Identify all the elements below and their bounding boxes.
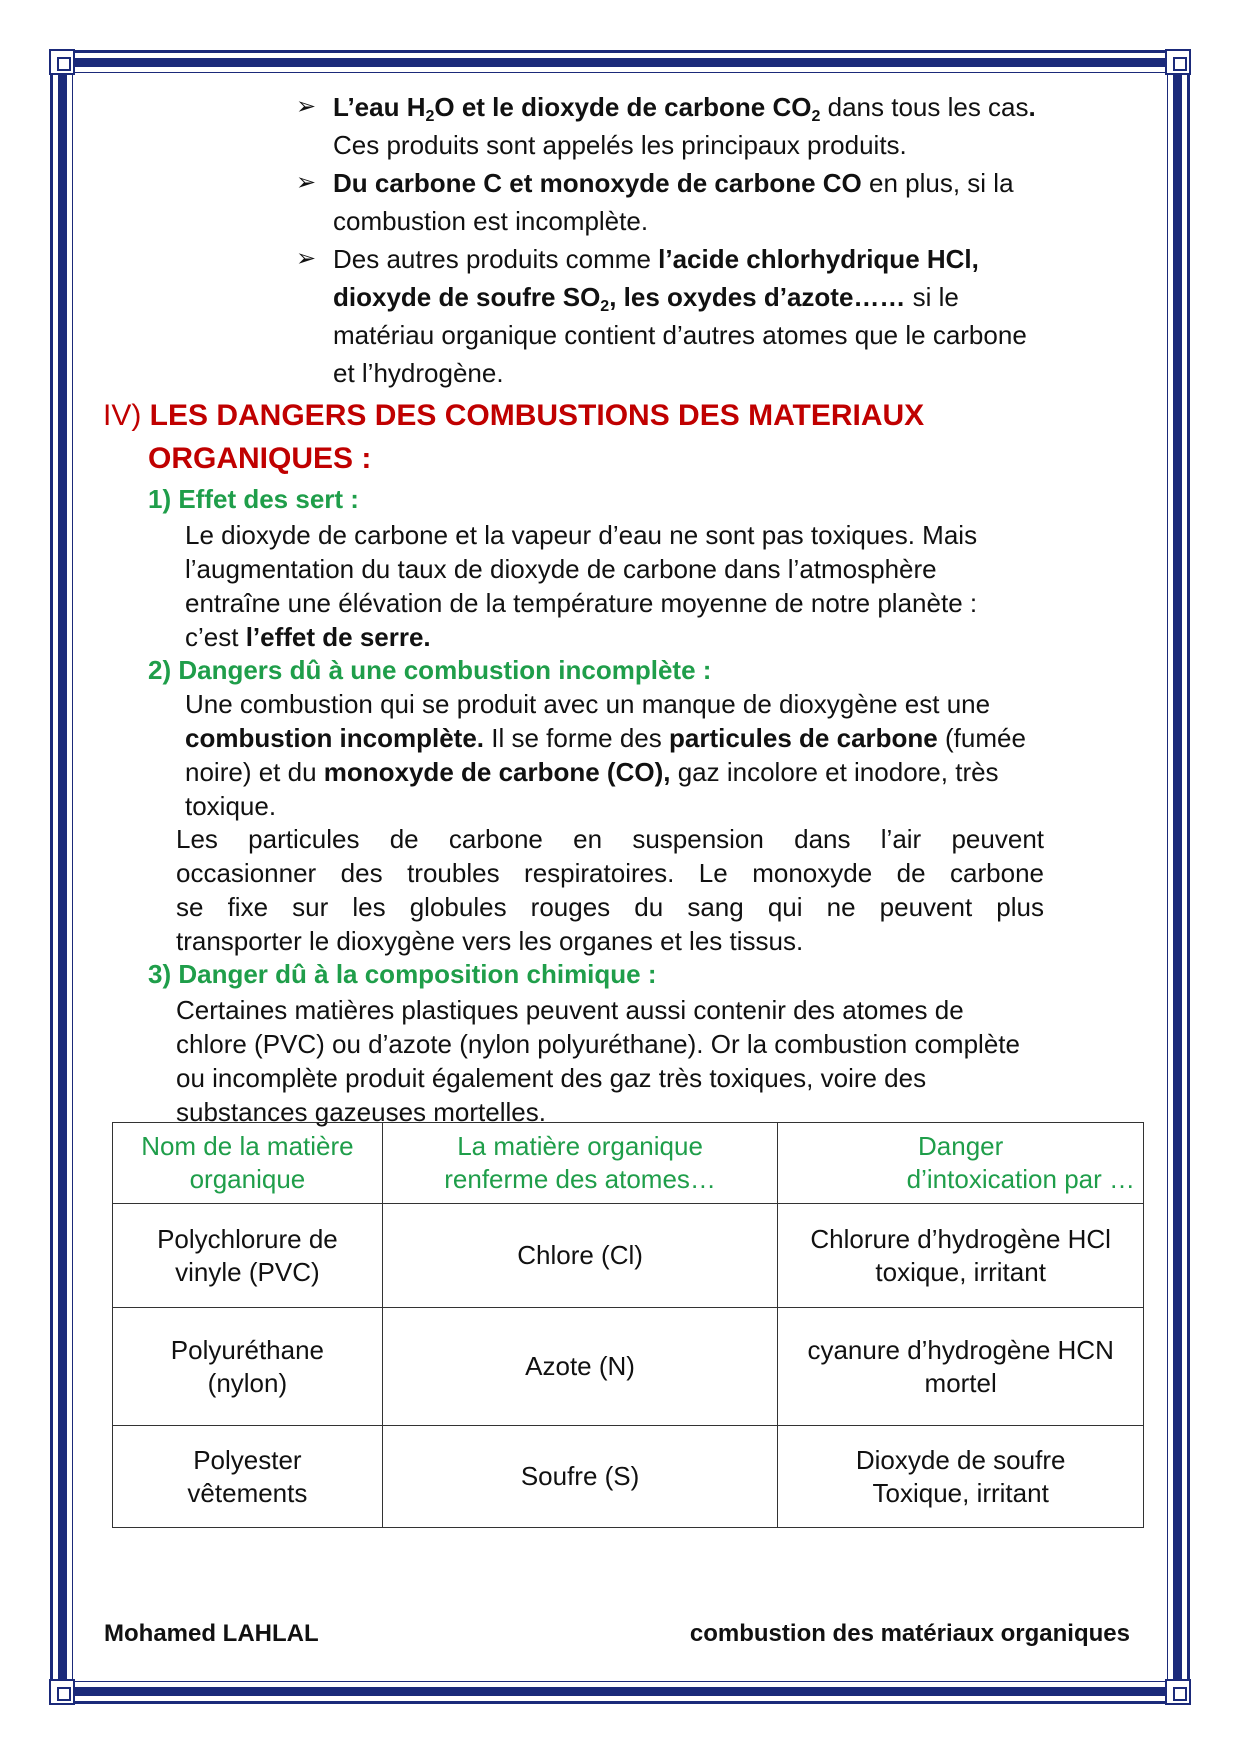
corner-ornament: [1165, 49, 1191, 75]
paragraph-line: ou incomplète produit également des gaz très toxiques, voire des: [176, 1063, 927, 1093]
product-line: L’eau $H_2O$ et le dioxyde de carbone $CO_2$ dans tous les cas.: [333, 92, 1036, 125]
paragraph-line: substances gazeuses mortelles.: [176, 1097, 546, 1127]
product-line: Du carbone C et monoxyde de carbone CO en plus, si la: [333, 168, 1014, 198]
paragraph-line: transporter le dioxygène vers les organes et les tissus.: [176, 926, 804, 956]
table-cell: Polyuréthane (nylon): [113, 1308, 383, 1426]
table-cell: Chlore (Cl): [382, 1204, 778, 1308]
table-cell: cyanure d’hydrogène HCN mortel: [778, 1308, 1144, 1426]
product-line: Ces produits sont appelés les principaux produits.: [333, 130, 907, 160]
arrow-bullet-icon: ➢: [296, 93, 317, 120]
paragraph-line: l’augmentation du taux de dioxyde de carbone dans l’atmosphère: [185, 554, 937, 584]
product-line: dioxyde de soufre $SO_2$, les oxydes d’azote…… si le: [333, 282, 959, 315]
table-cell: Chlorure d’hydrogène HCl toxique, irritant: [778, 1204, 1144, 1308]
paragraph-line: c’est l’effet de serre.: [185, 622, 431, 652]
paragraph-line: toxique.: [185, 791, 277, 821]
table-row: [113, 1308, 1144, 1426]
table-row: [113, 1204, 1144, 1308]
product-line: et l’hydrogène.: [333, 358, 504, 388]
table-cell: Azote (N): [382, 1308, 778, 1426]
paragraph-line: Une combustion qui se produit avec un manque de dioxygène est une: [185, 689, 991, 719]
subheading-3: 3) Danger dû à la composition chimique :: [148, 959, 657, 989]
paragraph-line: noire) et du monoxyde de carbone (CO), gaz incolore et inodore, très: [185, 757, 999, 787]
section-title-cont: ORGANIQUES :: [148, 442, 372, 475]
product-line: matériau organique contient d’autres atomes que le carbone: [333, 320, 1027, 350]
paragraph-line: se fixe sur les globules rouges du sang qui ne peuvent plus: [176, 892, 1044, 922]
corner-ornament: [1165, 1679, 1191, 1705]
table-cell: Soufre (S): [382, 1426, 778, 1528]
corner-ornament: [49, 1679, 75, 1705]
footer-author: Mohamed LAHLAL: [104, 1620, 319, 1647]
table-header-cell: Danger d’intoxication par …: [778, 1123, 1144, 1204]
table-cell: Dioxyde de soufre Toxique, irritant: [778, 1426, 1144, 1528]
table-header-row: [113, 1123, 1144, 1204]
paragraph-line: occasionner des troubles respiratoires. Le monoxyde de carbone: [176, 858, 1044, 888]
table-row: [113, 1426, 1144, 1528]
paragraph-line: combustion incomplète. Il se forme des particules de carbone (fumée: [185, 723, 1026, 753]
product-line: combustion est incomplète.: [333, 206, 649, 236]
product-line: Des autres produits comme l’acide chlorhydrique HCl,: [333, 244, 979, 274]
paragraph-line: entraîne une élévation de la température moyenne de notre planète :: [185, 588, 978, 618]
subheading-1: 1) Effet des sert :: [148, 484, 359, 514]
section-title: IV) LES DANGERS DES COMBUSTIONS DES MATERIAUX: [103, 399, 925, 432]
paragraph-line: Certaines matières plastiques peuvent aussi contenir des atomes de: [176, 995, 964, 1025]
table-header-cell: Nom de la matière organique: [113, 1123, 383, 1204]
arrow-bullet-icon: ➢: [296, 169, 317, 196]
paragraph-line: chlore (PVC) ou d’azote (nylon polyuréthane). Or la combustion complète: [176, 1029, 1020, 1059]
table-cell: Polychlorure de vinyle (PVC): [113, 1204, 383, 1308]
footer-topic: combustion des matériaux organiques: [689, 1620, 1130, 1647]
paragraph-line: Le dioxyde de carbone et la vapeur d’eau ne sont pas toxiques. Mais: [185, 520, 978, 550]
paragraph-line: Les particules de carbone en suspension dans l’air peuvent: [176, 824, 1044, 854]
corner-ornament: [49, 49, 75, 75]
table-header-cell: La matière organique renferme des atomes…: [382, 1123, 778, 1204]
arrow-bullet-icon: ➢: [296, 245, 317, 272]
danger-table: [112, 1122, 1144, 1528]
table-cell: Polyester vêtements: [113, 1426, 383, 1528]
subheading-2: 2) Dangers dû à une combustion incomplète :: [148, 655, 712, 685]
